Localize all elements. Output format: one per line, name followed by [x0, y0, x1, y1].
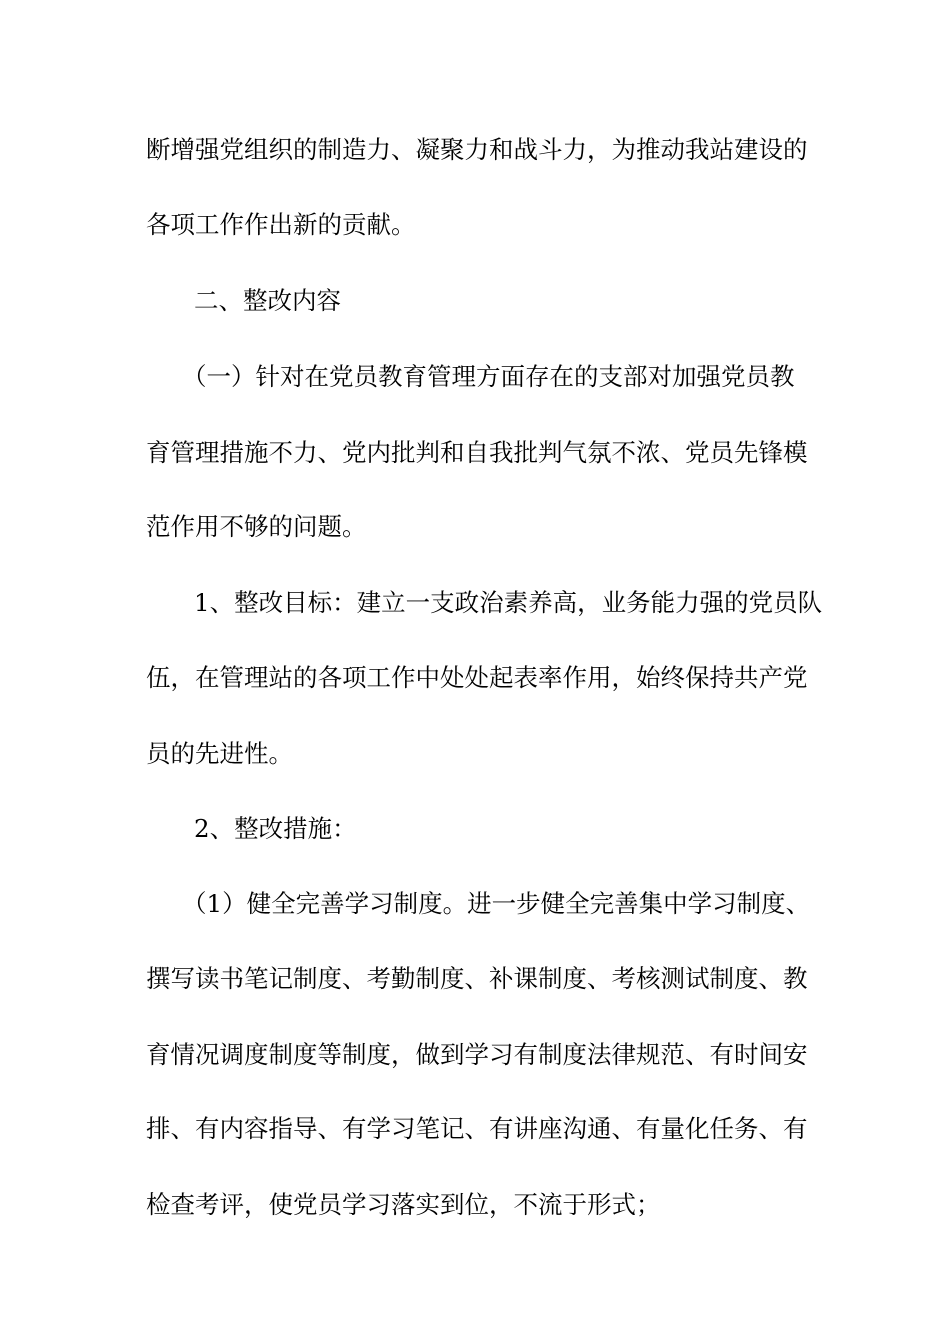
paragraph-line: 员的先进性。: [146, 739, 293, 768]
paragraph-line: 1、整改目标：建立一支政治素养高，业务能力强的党员队: [194, 588, 823, 617]
subsection-heading: 2、整改措施：: [194, 814, 357, 843]
paragraph-line: 撰写读书笔记制度、考勤制度、补课制度、考核测试制度、教: [146, 964, 808, 993]
paragraph-line: 排、有内容指导、有学习笔记、有讲座沟通、有量化任务、有: [146, 1114, 808, 1143]
paragraph-line: 范作用不够的问题。: [146, 512, 367, 541]
paragraph-line: （一）针对在党员教育管理方面存在的支部对加强党员教: [182, 362, 795, 391]
paragraph-line: 检查考评，使党员学习落实到位，不流于形式；: [146, 1190, 661, 1219]
paragraph-line: 育情况调度制度等制度，做到学习有制度法律规范、有时间安: [146, 1040, 808, 1069]
section-heading: 二、整改内容: [194, 286, 341, 315]
paragraph-line: 育管理措施不力、党内批判和自我批判气氛不浓、党员先锋模: [146, 438, 808, 467]
paragraph-line: （1）健全完善学习制度。进一步健全完善集中学习制度、: [182, 889, 811, 918]
paragraph-line: 各项工作作出新的贡献。: [146, 210, 416, 239]
paragraph-line: 断增强党组织的制造力、凝聚力和战斗力，为推动我站建设的: [146, 135, 808, 164]
paragraph-line: 伍，在管理站的各项工作中处处起表率作用，始终保持共产党: [146, 663, 808, 692]
